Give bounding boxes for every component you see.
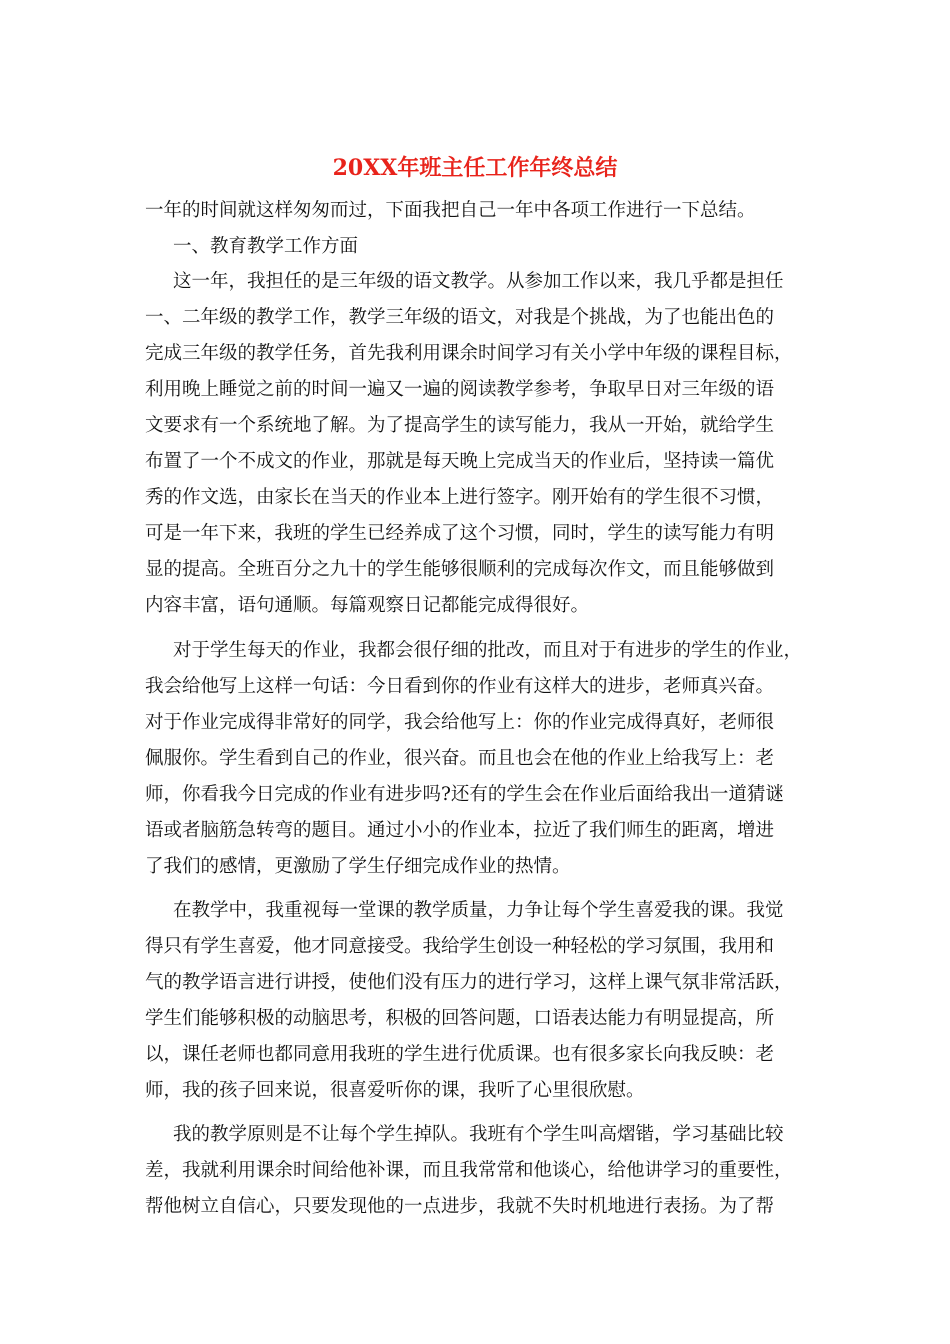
text-line: 气的教学语言进行讲授，使他们没有压力的进行学习，这样上课气氛非常活跃， [145,972,793,993]
text-line: 利用晚上睡觉之前的时间一遍又一遍的阅读教学参考，争取早日对三年级的语 [145,379,775,400]
text-line: 秀的作文选，由家长在当天的作业本上进行签字。刚开始有的学生很不习惯， [145,487,775,508]
text-line: 对于学生每天的作业，我都会很仔细的批改，而且对于有进步的学生的作业， [173,640,803,661]
document-title: 20XX年班主任工作年终总结 [332,155,618,181]
text-line: 一、二年级的教学工作，教学三年级的语文，对我是个挑战，为了也能出色的 [145,307,775,328]
text-line: 师，我的孩子回来说，很喜爱听你的课，我听了心里很欣慰。 [145,1080,645,1101]
text-line: 我会给他写上这样一句话：今日看到你的作业有这样大的进步，老师真兴奋。 [145,676,775,697]
text-line: 布置了一个不成文的作业，那就是每天晚上完成当天的作业后，坚持读一篇优 [145,451,775,472]
text-line: 了我们的感情，更激励了学生仔细完成作业的热情。 [145,856,571,877]
text-line: 佩服你。学生看到自己的作业，很兴奋。而且也会在他的作业上给我写上：老 [145,748,775,769]
text-line: 这一年，我担任的是三年级的语文教学。从参加工作以来，我几乎都是担任 [173,271,784,292]
text-line: 内容丰富，语句通顺。每篇观察日记都能完成得很好。 [145,595,590,616]
text-line: 以，课任老师也都同意用我班的学生进行优质课。也有很多家长向我反映：老 [145,1044,775,1065]
text-line: 一年的时间就这样匆匆而过，下面我把自己一年中各项工作进行一下总结。 [145,200,756,221]
text-line: 差，我就利用课余时间给他补课，而且我常常和他谈心，给他讲学习的重要性， [145,1160,793,1181]
text-line: 语或者脑筋急转弯的题目。通过小小的作业本，拉近了我们师生的距离，增进 [145,820,775,841]
section-heading: 一、教育教学工作方面 [173,236,359,257]
text-line: 帮他树立自信心，只要发现他的一点进步，我就不失时机地进行表扬。为了帮 [145,1196,775,1217]
text-line: 在教学中，我重视每一堂课的教学质量，力争让每个学生喜爱我的课。我觉 [173,900,784,921]
text-line: 文要求有一个系统地了解。为了提高学生的读写能力，我从一开始，就给学生 [145,415,775,436]
text-line: 可是一年下来，我班的学生已经养成了这个习惯，同时，学生的读写能力有明 [145,523,775,544]
text-line: 我的教学原则是不让每个学生掉队。我班有个学生叫高熠锴，学习基础比较 [173,1124,784,1145]
text-line: 学生们能够积极的动脑思考，积极的回答问题，口语表达能力有明显提高，所 [145,1008,775,1029]
text-line: 对于作业完成得非常好的同学，我会给他写上：你的作业完成得真好，老师很 [145,712,775,733]
text-line: 完成三年级的教学任务，首先我利用课余时间学习有关小学中年级的课程目标， [145,343,793,364]
text-line: 得只有学生喜爱，他才同意接受。我给学生创设一种轻松的学习氛围，我用和 [145,936,775,957]
text-line: 显的提高。全班百分之九十的学生能够很顺利的完成每次作文，而且能够做到 [145,559,775,580]
text-line: 师，你看我今日完成的作业有进步吗?还有的学生会在作业后面给我出一道猜谜 [145,784,784,805]
